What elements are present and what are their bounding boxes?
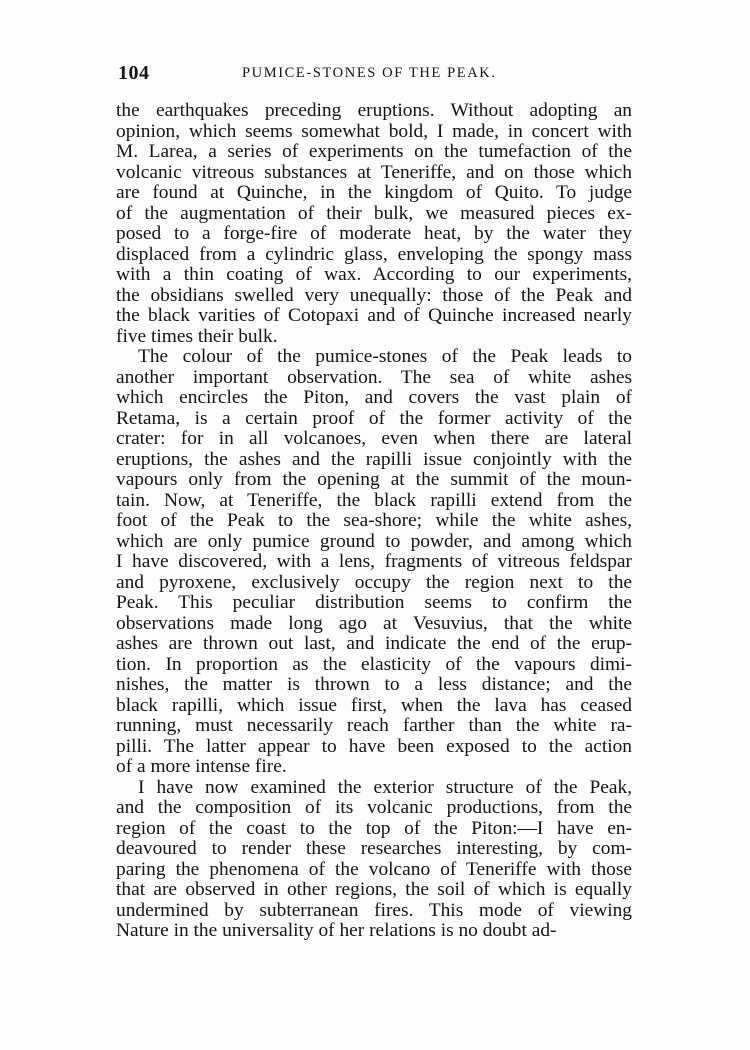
text-line: I have now examined the exterior structure of the Peak, (138, 776, 632, 798)
text-line: foot of the Peak to the sea-shore; while the white ashes, (116, 510, 632, 531)
text-line: region of the coast to the top of the Piton:—I have en- (116, 817, 632, 839)
text-line: of a more intense fire. (116, 756, 287, 777)
text-line: Retama, is a certain proof of the former activity of the (116, 407, 632, 429)
text-line: Peak. This peculiar distribution seems to confirm the (116, 592, 632, 613)
text-line: that are observed in other regions, the soil of which is equally (116, 879, 632, 900)
text-line: running, must necessarily reach farther than the white ra- (116, 715, 632, 736)
text-line: M. Larea, a series of experiments on the tumefaction of the (116, 141, 632, 162)
text-line: eruptions, the ashes and the rapilli issue conjointly with the (116, 448, 632, 470)
text-line: another important observation. The sea of white ashes (116, 366, 632, 388)
text-line: vapours only from the opening at the summit of the moun- (116, 469, 632, 490)
text-line: volcanic vitreous substances at Teneriffe, and on those which (116, 161, 632, 183)
text-line: the obsidians swelled very unequally: those of the Peak and (116, 284, 632, 306)
text-line: Nature in the universality of her relations is no doubt ad- (116, 920, 557, 941)
text-line: crater: for in all volcanoes, even when there are lateral (116, 428, 632, 449)
text-line: five times their bulk. (116, 325, 278, 347)
text-line: posed to a forge-fire of moderate heat, by the water they (116, 223, 632, 244)
text-line: I have discovered, with a lens, fragments of vitreous feldspar (116, 551, 632, 572)
text-line: which encircles the Piton, and covers the vast plain of (116, 387, 632, 408)
text-line: opinion, which seems somewhat bold, I made, in concert with (116, 120, 632, 142)
paragraph (116, 778, 632, 942)
text-line: tain. Now, at Teneriffe, the black rapilli extend from the (116, 489, 632, 511)
text-line: ashes are thrown out last, and indicate the end of the erup- (116, 633, 632, 654)
text-line: paring the phenomena of the volcano of Teneriffe with those (116, 858, 632, 880)
text-line: displaced from a cylindric glass, enveloping the spongy mass (116, 243, 632, 265)
text-line: the earthquakes preceding eruptions. Without adopting an (116, 100, 632, 121)
text-line: of the augmentation of their bulk, we measured pieces ex- (116, 202, 632, 224)
text-line: pilli. The latter appear to have been exposed to the action (116, 735, 632, 757)
text-line: which are only pumice ground to powder, and among which (116, 530, 632, 552)
text-line: black rapilli, which issue first, when the lava has ceased (116, 694, 632, 716)
paragraph (116, 347, 632, 778)
text-line: observations made long ago at Vesuvius, that the white (116, 612, 632, 634)
text-line: with a thin coating of wax. According to our experiments, (116, 264, 632, 285)
body-text (116, 101, 632, 942)
text-line: deavoured to render these researches interesting, by com- (116, 838, 632, 859)
paragraph (116, 101, 632, 347)
running-header (118, 62, 638, 86)
text-line: tion. In proportion as the elasticity of the vapours dimi- (116, 653, 632, 675)
text-line: the black varities of Cotopaxi and of Quinche increased nearly (116, 305, 632, 326)
text-line: and the composition of its volcanic productions, from the (116, 797, 632, 818)
text-line: and pyroxene, exclusively occupy the region next to the (116, 571, 632, 593)
page-number: 104 (118, 62, 150, 84)
text-line: undermined by subterranean fires. This mode of viewing (116, 899, 632, 921)
text-line: The colour of the pumice-stones of the Peak leads to (138, 346, 632, 367)
text-line: are found at Quinche, in the kingdom of Quito. To judge (116, 182, 632, 203)
text-line: nishes, the matter is thrown to a less distance; and the (116, 674, 632, 695)
running-title: PUMICE-STONES OF THE PEAK. (242, 65, 497, 81)
